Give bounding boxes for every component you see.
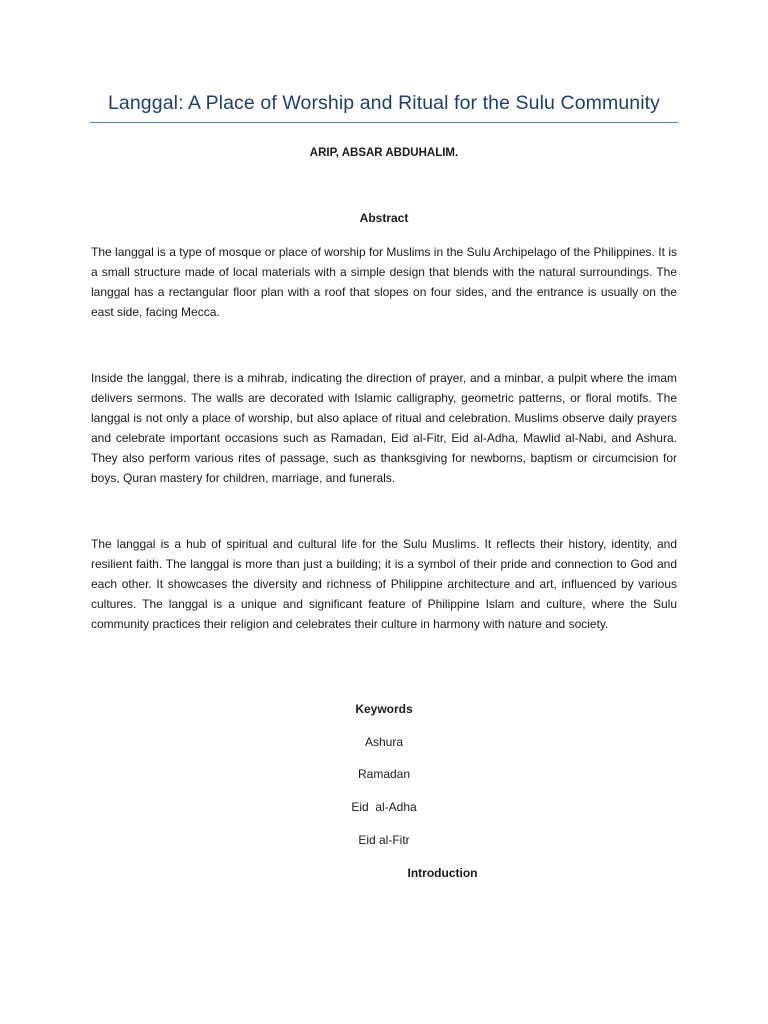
abstract-paragraph-2: Inside the langgal, there is a mihrab, indicating the direction of prayer, and a minbar, a pulpit where the imam delivers sermons. The walls are decorated with Islamic calligraphy, geometric patterns, or floral motifs. The langgal is not only a place of worship, but also aplace of ritual and celebration. Muslims observe daily prayers and celebrate important occasions such as Ramadan, Eid al-Fitr, Eid al-Adha, Mawlid al-Nabi, and Ashura. They also perform various rites of passage, such as thanksgiving for newborns, baptism or circumcision for boys, Quran mastery for children, marriage, and funerals. [91, 371, 677, 485]
document-title: Langgal: A Place of Worship and Ritual for the Sulu Community [107, 92, 661, 114]
abstract-heading: Abstract [359, 211, 409, 225]
abstract-paragraph-3: The langgal is a hub of spiritual and cultural life for the Sulu Muslims. It reflects their history, identity, and resilient faith. The langgal is more than just a building; it is a symbol of their pride and connection to God and each other. It showcases the diversity and richness of Philippine architecture and art, influenced by various cultures. The langgal is a unique and significant feature of Philippine Islam and culture, where the Sulu community practices their religion and celebrates their culture in harmony with nature and society. [91, 537, 677, 631]
keywords-heading: Keywords [355, 702, 413, 716]
abstract-paragraph-1: The langgal is a type of mosque or place of worship for Muslims in the Sulu Archipelago of the Philippines. It is a small structure made of local materials with a simple design that blends with the natural surroundings. The langgal has a rectangular floor plan with a roof that slopes on four sides, and the entrance is usually on the east side, facing Mecca. [91, 245, 677, 319]
title-underline-rule [90, 122, 678, 123]
keyword-item: Ramadan [357, 767, 411, 781]
keyword-item: Ashura [364, 735, 404, 749]
keyword-item: Eid al-Fitr [358, 833, 410, 847]
author-name: ARIP, ABSAR ABDUHALIM. [309, 147, 459, 159]
introduction-heading: Introduction [407, 866, 478, 880]
keyword-item: Eid al-Adha [351, 800, 417, 814]
